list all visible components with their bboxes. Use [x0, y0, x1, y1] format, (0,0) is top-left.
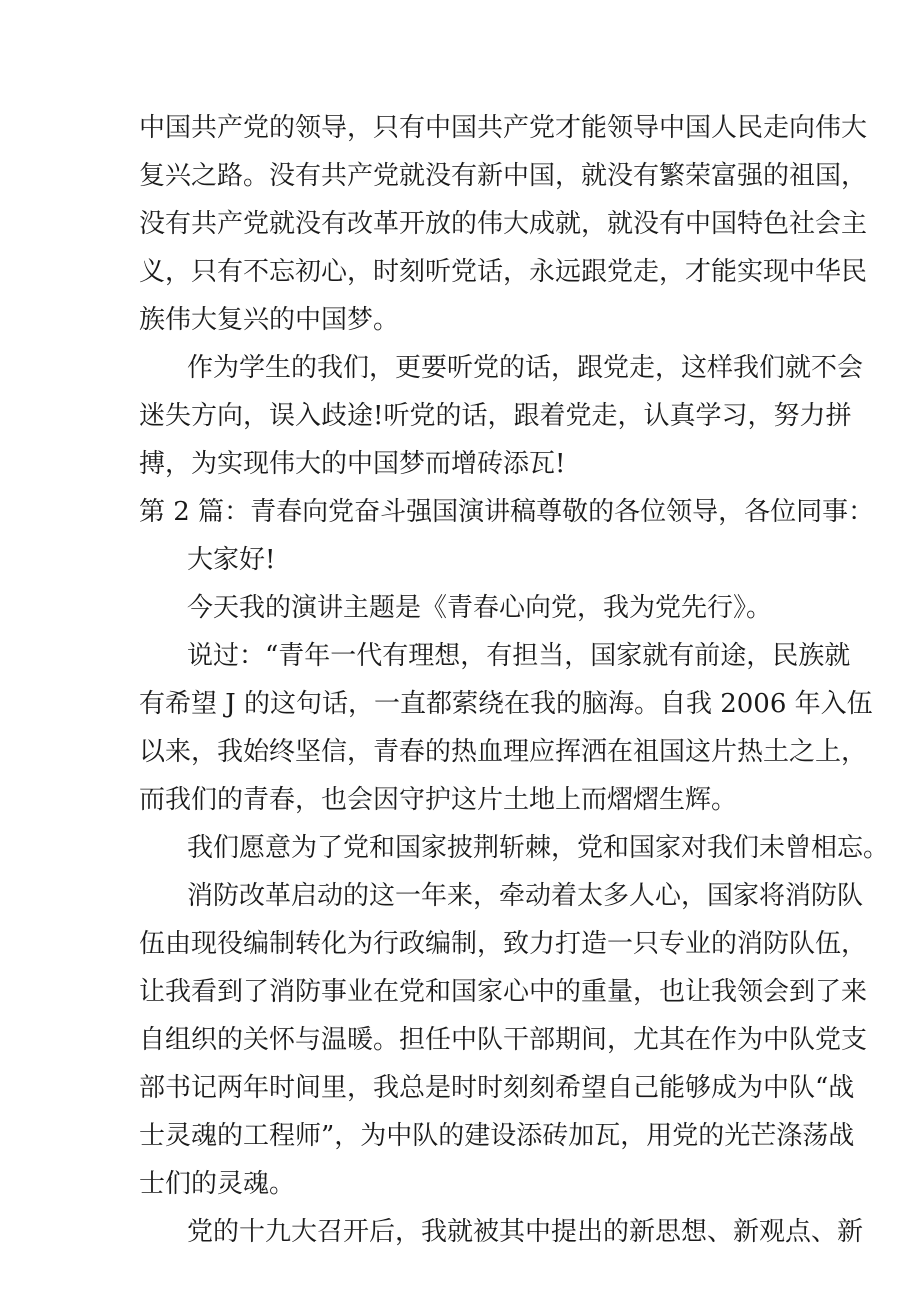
text-line: 部书记两年时间里，我总是时时刻刻希望自己能够成为中队“战: [139, 1073, 855, 1103]
paragraph-first-line: 党的十九大召开后，我就被其中提出的新思想、新观点、新: [187, 1217, 864, 1247]
text-line: 义，只有不忘初心，时刻听党话，永远跟党走，才能实现中华民: [139, 257, 868, 287]
section-heading: 第 2 篇：青春向党奋斗强国演讲稿尊敬的各位领导，各位同事：: [139, 497, 875, 527]
text-line: 没有共产党就没有改革开放的伟大成就，就没有中国特色社会主: [139, 209, 868, 239]
paragraph-first-line: 说过：“青年一代有理想，有担当，国家就有前途，民族就: [187, 641, 851, 671]
text-line: 而我们的青春，也会因守护这片土地上而熠熠生辉。: [139, 785, 738, 815]
text-line: 族伟大复兴的中国梦。: [139, 305, 400, 335]
paragraph-first-line: 消防改革启动的这一年来，牵动着太多人心，国家将消防队: [187, 881, 864, 911]
speech-theme: 今天我的演讲主题是《青春心向党，我为党先行》。: [187, 593, 773, 623]
text-line: 士们的灵魂。: [139, 1169, 296, 1199]
text-line: 有希望 J 的这句话，一直都萦绕在我的脑海。自我 2006 年入伍: [139, 689, 873, 719]
text-line: 以来，我始终坚信，青春的热血理应挥洒在祖国这片热土之上，: [139, 737, 868, 767]
text-line: 中国共产党的领导，只有中国共产党才能领导中国人民走向伟大: [139, 113, 868, 143]
text-line: 搏，为实现伟大的中国梦而增砖添瓦!: [139, 449, 566, 479]
text-line: 伍由现役编制转化为行政编制，致力打造一只专业的消防队伍，: [139, 929, 868, 959]
text-line: 迷失方向，误入歧途!听党的话，跟着党走，认真学习，努力拼: [139, 401, 852, 431]
text-line: 士灵魂的工程师”，为中队的建设添砖加瓦，用党的光芒涤荡战: [139, 1121, 855, 1151]
paragraph-first-line: 作为学生的我们，更要听党的话，跟党走，这样我们就不会: [187, 353, 864, 383]
text-line: 自组织的关怀与温暖。担任中队干部期间，尤其在作为中队党支: [139, 1025, 868, 1055]
text-line: 让我看到了消防事业在党和国家心中的重量，也让我领会到了来: [139, 977, 868, 1007]
text-line: 复兴之路。没有共产党就没有新中国，就没有繁荣富强的祖国，: [139, 161, 868, 191]
greeting: 大家好!: [187, 545, 276, 575]
paragraph-first-line: 我们愿意为了党和国家披荆斩棘，党和国家对我们未曾相忘。: [187, 833, 890, 863]
